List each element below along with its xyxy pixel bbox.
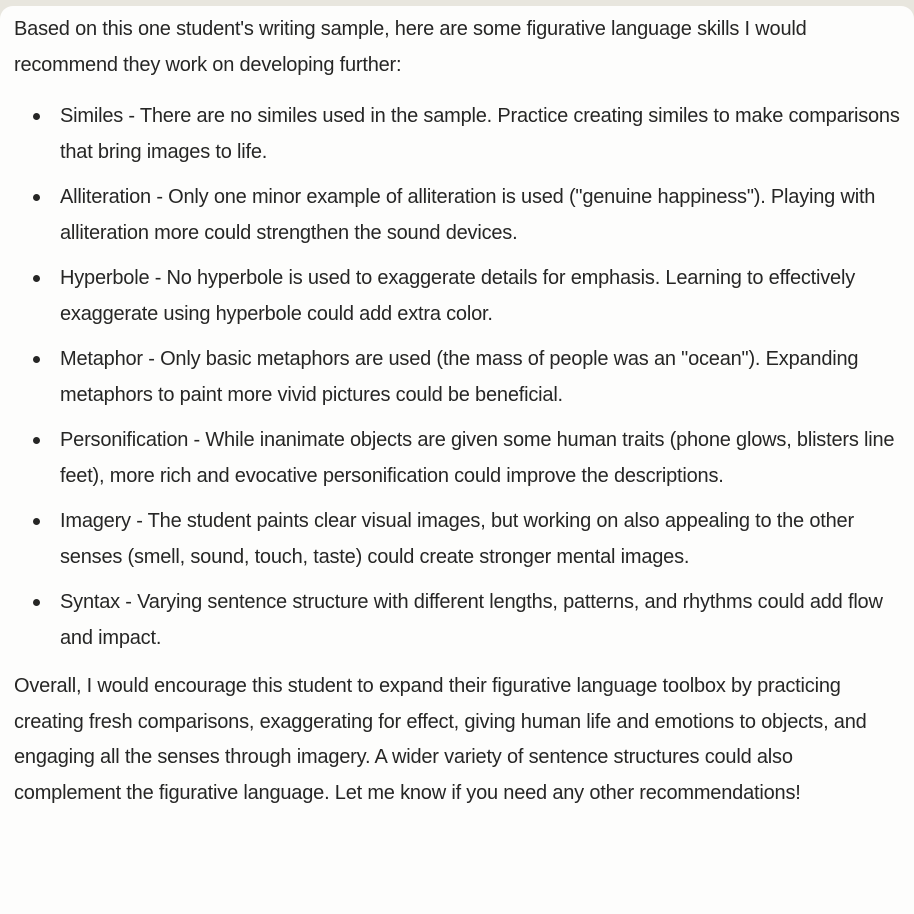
list-item: Metaphor - Only basic metaphors are used (the mass of people was an "ocean"). Expanding metaphors to paint more vivid pictures could be beneficial. <box>60 342 900 413</box>
outro-paragraph: Overall, I would encourage this student to expand their figurative language toolbox by practicing creating fresh comparisons, exaggerating for effect, giving human life and emotions to objects, and engaging all the senses through imagery. A wider variety of sentence structures could also complement the figurative language. Let me know if you need any other recommendations! <box>14 675 867 804</box>
list-item: Personification - While inanimate objects are given some human traits (phone glows, blisters line feet), more rich and evocative personification could improve the descriptions. <box>60 423 900 494</box>
recommendations-list <box>14 99 900 656</box>
list-item: Alliteration - Only one minor example of alliteration is used ("genuine happiness"). Playing with alliteration more could strengthen the sound devices. <box>60 180 900 251</box>
list-item: Syntax - Varying sentence structure with different lengths, patterns, and rhythms could add flow and impact. <box>60 585 900 656</box>
list-item: Hyperbole - No hyperbole is used to exaggerate details for emphasis. Learning to effectively exaggerate using hyperbole could add extra color. <box>60 261 900 332</box>
list-item: Imagery - The student paints clear visual images, but working on also appealing to the other senses (smell, sound, touch, taste) could create stronger mental images. <box>60 504 900 575</box>
assistant-message-card <box>0 6 914 914</box>
list-item: Similes - There are no similes used in the sample. Practice creating similes to make comparisons that bring images to life. <box>60 99 900 170</box>
intro-paragraph: Based on this one student's writing sample, here are some figurative language skills I would recommend they work on developing further: <box>14 18 807 76</box>
